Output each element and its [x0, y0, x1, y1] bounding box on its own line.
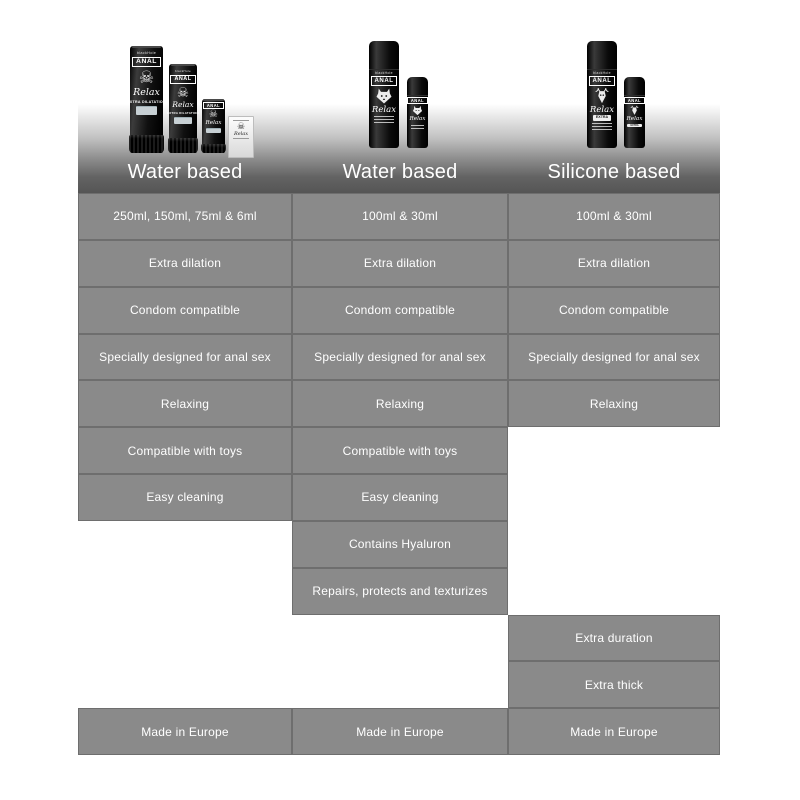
product-subtitle: EXTRA	[593, 115, 611, 120]
tube-cap	[168, 138, 198, 153]
sachet-text-line	[233, 138, 250, 139]
table-cell-feature: Made in Europe	[508, 708, 720, 755]
tube-small	[202, 99, 225, 153]
table-cell-feature: Made in Europe	[292, 708, 508, 755]
product-title: ANAL	[407, 97, 428, 104]
product-subtitle: EXTRA DILATATION	[127, 99, 166, 104]
table-cell-empty	[78, 615, 292, 662]
tube-medium	[167, 64, 200, 153]
table-cell-feature: Compatible with toys	[292, 427, 508, 474]
bottle-label	[407, 97, 428, 145]
label-text-lines	[592, 123, 612, 130]
table-cell-feature: Condom compatible	[508, 287, 720, 334]
product-script: Relax	[233, 131, 249, 137]
product-title: ANAL	[203, 102, 224, 109]
product-script: Relax	[626, 115, 643, 122]
product-script: Relax	[409, 115, 426, 122]
product-script: Relax	[371, 104, 397, 115]
table-cell-feature: Extra dilation	[508, 240, 720, 287]
bottle-label	[587, 71, 617, 143]
table-cell-feature: Condom compatible	[78, 287, 292, 334]
bottle-large-water	[369, 41, 399, 148]
brand-text: blackHole	[375, 70, 393, 75]
product-subtitle: EXTRA DILATATION	[167, 110, 200, 115]
table-cell-feature: Relaxing	[508, 380, 720, 427]
skull-icon: ☠	[176, 84, 190, 100]
table-cell-feature: Contains Hyaluron	[292, 521, 508, 568]
tube-cap	[129, 135, 165, 153]
table-cell-feature: Relaxing	[78, 380, 292, 427]
sachet	[228, 116, 254, 158]
product-title: ANAL	[170, 75, 195, 84]
table-cell-sizes: 100ml & 30ml	[292, 193, 508, 240]
tube-cap	[201, 144, 226, 153]
column-header-silicone-bottles: Silicone based	[547, 161, 681, 183]
table-cell-feature: Made in Europe	[78, 708, 292, 755]
tube-label	[127, 46, 166, 136]
product-script: Relax	[589, 104, 615, 115]
table-cell-empty	[78, 568, 292, 615]
table-cell-feature: Relaxing	[292, 380, 508, 427]
table-cell-empty	[508, 427, 720, 474]
column-header-water-tubes: Water based	[127, 161, 243, 183]
product-script: Relax	[205, 120, 222, 127]
skull-icon: ☠	[208, 109, 219, 121]
table-cell-empty	[508, 474, 720, 521]
deer-icon	[593, 87, 611, 105]
table-cell-feature: Repairs, protects and texturizes	[292, 568, 508, 615]
table-cell-empty	[78, 661, 292, 708]
table-cell-feature: Specially designed for anal sex	[292, 334, 508, 381]
column-header-water-bottles: Water based	[342, 161, 458, 183]
wolf-icon	[375, 87, 393, 105]
product-script: Relax	[172, 100, 194, 110]
tube-label	[167, 64, 200, 139]
bottle-small-silicone	[624, 77, 645, 148]
label-text-lines	[411, 125, 425, 129]
table-cell-empty	[292, 661, 508, 708]
skull-icon: ☠	[236, 121, 246, 131]
product-subtitle: EXTRA	[627, 124, 641, 128]
info-box	[174, 117, 192, 124]
tube-label	[202, 99, 225, 144]
table-cell-feature: Extra dilation	[292, 240, 508, 287]
table-cell-feature: Easy cleaning	[292, 474, 508, 521]
table-cell-feature: Condom compatible	[292, 287, 508, 334]
bottle-small-water	[407, 77, 428, 148]
brand-text: blackHole	[174, 69, 191, 73]
comparison-table	[78, 193, 720, 755]
table-cell-sizes: 250ml, 150ml, 75ml & 6ml	[78, 193, 292, 240]
product-title: ANAL	[589, 76, 616, 86]
brand-text: blackHole	[136, 51, 157, 55]
bottle-large-silicone	[587, 41, 617, 148]
bottle-label	[369, 71, 399, 143]
product-title: ANAL	[624, 97, 645, 104]
info-box	[206, 128, 221, 133]
wolf-icon	[412, 105, 423, 116]
table-cell-sizes: 100ml & 30ml	[508, 193, 720, 240]
info-box	[136, 106, 157, 115]
label-text-lines	[374, 116, 394, 123]
brand-text: blackHole	[593, 70, 611, 75]
table-cell-empty	[292, 615, 508, 662]
table-cell-feature: Extra thick	[508, 661, 720, 708]
skull-icon: ☠	[138, 68, 155, 88]
table-cell-feature: Extra duration	[508, 615, 720, 662]
product-script: Relax	[133, 87, 160, 99]
table-cell-empty	[508, 568, 720, 615]
table-cell-feature: Compatible with toys	[78, 427, 292, 474]
table-cell-feature: Specially designed for anal sex	[78, 334, 292, 381]
table-cell-empty	[78, 521, 292, 568]
table-cell-empty	[508, 521, 720, 568]
product-title: ANAL	[371, 76, 398, 86]
bottle-label	[624, 97, 645, 145]
table-cell-feature: Easy cleaning	[78, 474, 292, 521]
table-cell-feature: Extra dilation	[78, 240, 292, 287]
table-cell-feature: Specially designed for anal sex	[508, 334, 720, 381]
deer-icon	[629, 105, 640, 116]
tube-large	[127, 46, 166, 153]
product-title: ANAL	[132, 57, 161, 67]
